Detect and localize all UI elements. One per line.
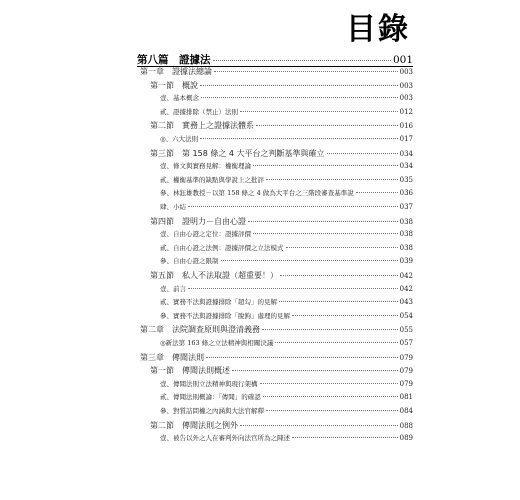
- dot-leader: [262, 329, 398, 330]
- toc-entry-label: 壹、自由心證之定位：證據評價: [160, 230, 251, 239]
- dot-leader: [206, 357, 398, 358]
- toc-entry[interactable]: [160, 284, 413, 293]
- dot-leader: [200, 138, 397, 139]
- toc-entry-label: 第三節 第 158 條之 4 大平台之判斷基準與確立: [150, 148, 325, 158]
- dot-leader: [200, 85, 398, 86]
- toc-entry-label: ◎新法第 163 條之立法精神與相關決議: [160, 339, 274, 347]
- dot-leader: [232, 370, 398, 371]
- toc-entry[interactable]: [150, 120, 413, 131]
- toc-entry[interactable]: [150, 270, 413, 281]
- toc-entry-page: 043: [399, 298, 413, 307]
- toc-entry-label: 貳、證據排除（禁止）法則: [160, 107, 238, 116]
- toc-entry-label: 壹、被告以外之人在審判外向法官所為之陳述: [160, 434, 290, 443]
- toc-entry-page: 055: [399, 326, 413, 335]
- dot-leader: [213, 60, 391, 61]
- toc-entry-page: 088: [399, 421, 413, 430]
- toc-entry[interactable]: [137, 52, 413, 67]
- toc-entry-label: 第三章 傳聞法則: [140, 352, 204, 362]
- toc-entry-label: 壹、傳聞法則立法精神與現行架構: [160, 379, 258, 388]
- toc-entry-page: 037: [399, 203, 413, 211]
- toc-entry[interactable]: [160, 338, 413, 347]
- page-title: 目錄: [346, 12, 410, 47]
- toc-entry[interactable]: [160, 297, 413, 306]
- toc-entry-label: 參、自由心證之限制: [160, 257, 219, 266]
- dot-leader: [280, 275, 398, 276]
- toc-entry[interactable]: [140, 66, 413, 77]
- toc-entry[interactable]: [150, 420, 413, 431]
- toc-entry-label: 壹、前言: [160, 284, 186, 293]
- toc-entry[interactable]: [160, 188, 413, 197]
- toc-entry-label: ◎、六大法則: [160, 135, 199, 143]
- toc-entry-page: 001: [392, 54, 413, 66]
- toc-entry-page: 057: [399, 339, 413, 347]
- toc-entry[interactable]: [140, 352, 413, 363]
- toc-entry-page: 016: [399, 122, 413, 131]
- toc-entry-page: 079: [399, 379, 413, 388]
- dot-leader: [201, 97, 398, 98]
- toc-entry[interactable]: [160, 406, 413, 415]
- dot-leader: [248, 221, 398, 222]
- toc-entry-page: 039: [399, 257, 413, 266]
- toc-entry-label: 第四節 證明力－自由心證: [150, 216, 246, 226]
- toc-entry-page: 079: [399, 353, 413, 362]
- toc-entry-page: 036: [399, 189, 413, 198]
- toc-entry[interactable]: [160, 256, 413, 265]
- toc-entry-label: 第二章 法院調查原則與澄清義務: [140, 325, 260, 335]
- toc-entry-label: 參、林鈺雄教授－以第 158 條之 4 做為大平台之三階段審查基準說: [160, 189, 354, 198]
- toc-entry-label: 壹、條文與實務見解：權衡理論: [160, 162, 251, 171]
- toc-entry-label: 參、對質詰問權之內涵與大法官解釋: [160, 407, 264, 415]
- dot-leader: [260, 383, 398, 384]
- toc-entry-label: 肆、小結: [160, 203, 186, 211]
- toc-entry-label: 貳、實務不法與證據排除「超勾」的見解: [160, 298, 277, 307]
- dot-leader: [266, 179, 398, 180]
- toc-entry-page: 012: [399, 107, 413, 116]
- toc-entry-label: 第一章 證據法總論: [140, 67, 212, 76]
- toc-entry-page: 034: [399, 162, 413, 171]
- toc-entry[interactable]: [160, 311, 413, 320]
- toc-entry[interactable]: [150, 80, 413, 91]
- toc-entry-page: 003: [399, 94, 413, 103]
- dot-leader: [279, 301, 398, 302]
- toc-entry[interactable]: [160, 93, 413, 102]
- dot-leader: [356, 192, 398, 193]
- toc-entry-label: 參、實務不法與證據排除「脫鉤」處理的見解: [160, 311, 290, 320]
- dot-leader: [263, 396, 398, 397]
- toc-entry[interactable]: [160, 175, 413, 184]
- toc-entry-label: 第一節 概說: [150, 80, 198, 90]
- dot-leader: [214, 71, 398, 72]
- dot-leader: [240, 111, 398, 112]
- dot-leader: [275, 342, 397, 343]
- toc-entry-page: 017: [399, 135, 413, 143]
- toc-entry-label: 貳、自由心證之法例：證據評價之立法模式: [160, 243, 284, 252]
- dot-leader: [253, 165, 398, 166]
- toc-entry-label: 第二節 實務上之證據法體系: [150, 121, 254, 131]
- toc-entry[interactable]: [160, 392, 413, 401]
- toc-entry-label: 貳、傳聞法則概論：「傳聞」的確認: [160, 393, 261, 402]
- toc-entry[interactable]: [150, 365, 413, 376]
- toc-entry[interactable]: [160, 134, 413, 143]
- toc-entry[interactable]: [160, 161, 413, 170]
- toc-entry[interactable]: [160, 379, 413, 388]
- toc-entry[interactable]: [160, 202, 413, 211]
- toc-entry-page: 035: [399, 175, 413, 184]
- toc-entry-page: 054: [399, 311, 413, 320]
- toc-entry-page: 081: [399, 393, 413, 402]
- toc-entry[interactable]: [150, 148, 413, 159]
- dot-leader: [292, 315, 398, 316]
- toc-entry-page: 079: [399, 367, 413, 376]
- toc-entry[interactable]: [140, 324, 413, 335]
- toc-entry-page: 034: [399, 149, 413, 158]
- toc-entry-page: 089: [399, 434, 413, 443]
- toc-entry-page: 003: [399, 68, 413, 76]
- toc-entry[interactable]: [150, 216, 413, 227]
- dot-leader: [253, 233, 398, 234]
- toc-entry-page: 038: [399, 230, 413, 239]
- dot-leader: [188, 288, 398, 289]
- dot-leader: [266, 410, 398, 411]
- toc-entry-label: 第二節 傳聞法則之例外: [150, 420, 238, 430]
- toc-entry-page: 042: [399, 272, 413, 280]
- dot-leader: [292, 437, 398, 438]
- toc-entry-label: 第五節 私人不法取證（超重要！）: [150, 271, 278, 280]
- toc-entry-page: 084: [399, 407, 413, 415]
- toc-entry[interactable]: [160, 243, 413, 252]
- toc-entry[interactable]: [160, 229, 413, 238]
- toc-entry-page: 003: [399, 81, 413, 90]
- dot-leader: [286, 247, 398, 248]
- dot-leader: [188, 206, 398, 207]
- toc-entry-label: 壹、基本概念: [160, 94, 199, 103]
- dot-leader: [256, 125, 398, 126]
- dot-leader: [240, 425, 398, 426]
- toc-entry-label: 第八篇 證據法: [137, 54, 211, 66]
- toc-entry-page: 038: [399, 243, 413, 252]
- toc-entry-page: 038: [399, 217, 413, 226]
- dot-leader: [327, 153, 398, 154]
- toc-entry-page: 042: [399, 284, 413, 293]
- toc-entry[interactable]: [160, 107, 413, 116]
- dot-leader: [221, 260, 398, 261]
- toc-entry[interactable]: [160, 433, 413, 442]
- toc-entry-label: 第一節 傳聞法則概述: [150, 366, 230, 376]
- toc-entry-label: 貳、權衡基準的缺點與學說上之批評: [160, 175, 264, 184]
